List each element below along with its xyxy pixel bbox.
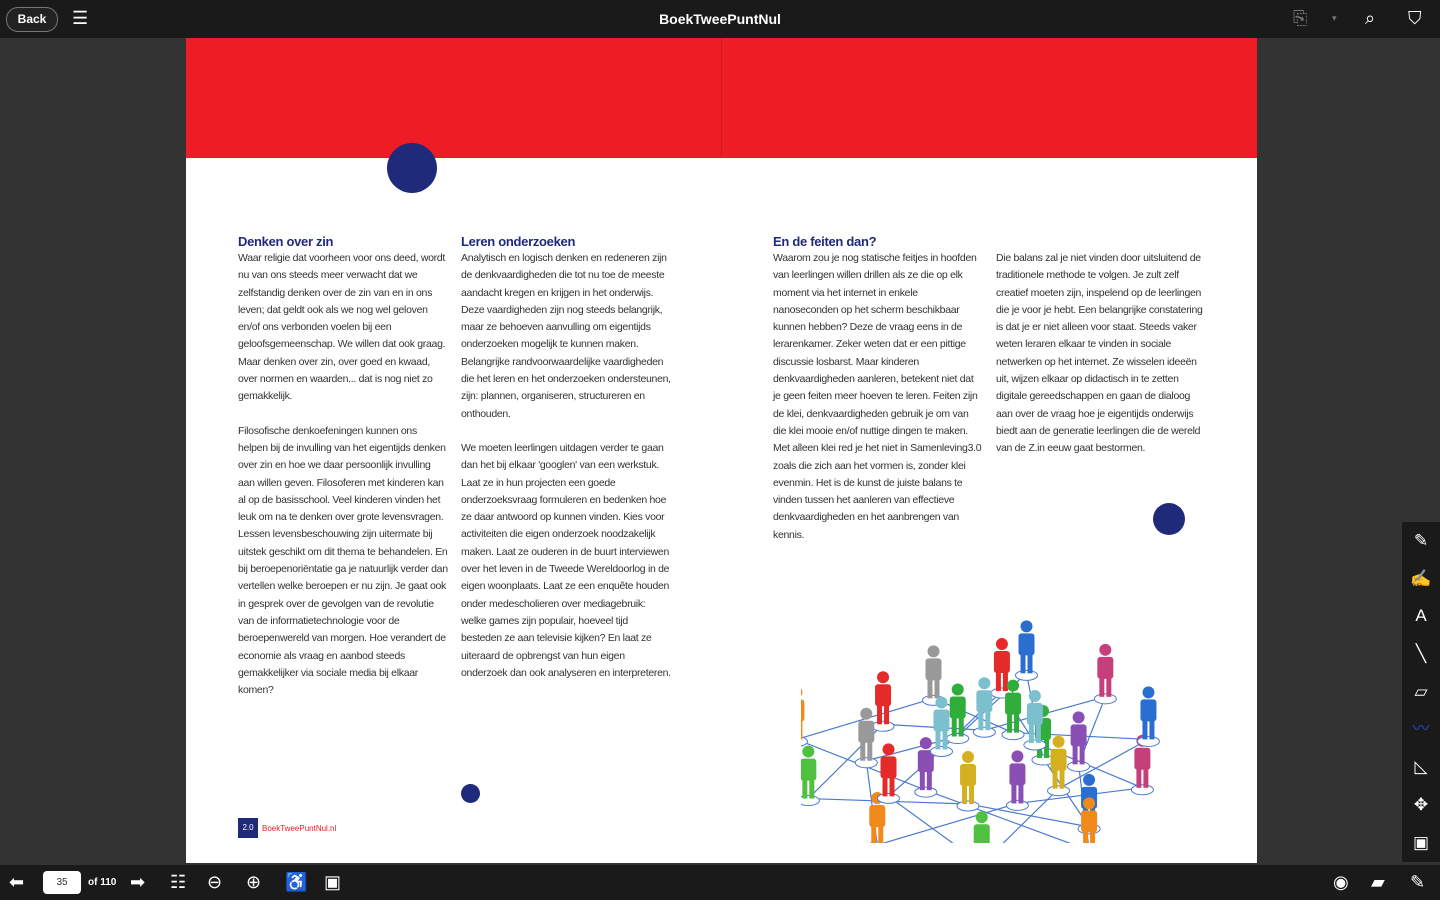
inbox-icon[interactable]: ▣ [324,872,342,892]
accessibility-icon[interactable]: ♿ [285,872,308,892]
people-network-illustration [801,573,1181,843]
view-icon[interactable]: ◉ [1333,872,1349,892]
zoom-in-icon[interactable]: ⊕ [246,872,262,892]
person-figure [923,645,945,705]
network-link [1017,788,1142,804]
network-link [877,803,1017,843]
pencil-icon[interactable]: ✎ [1413,531,1429,550]
person-figure [1094,644,1116,704]
bookmark-icon[interactable]: ⛉ [1408,8,1422,28]
column-heading: Leren onderzoeken [461,234,576,249]
person-figure [957,751,979,811]
move-icon[interactable]: ✥ [1413,794,1429,814]
paragraph: Filosofische denkoefeningen kunnen ons helpen bij de invulling van het eigentijds denken over zin en hoe we daar persoonlijk invulling aan willen geven. Filosoferen met kinderen kan al op de basisschool. Veel kinderen vinden het leuk om na te denken over grote levensvragen. Lessen levensbeschouwing zijn uitermate bij uitstek geschikt om dit thema te behandelen. En bij beroepenoriëntatie ga je natuurlijk verder dan vertellen welke beroepen er nu zijn. Je gaat ook in gesprek over de gevolgen van de revolutie van de informatietechnologie voor de beroepenwereld van morgen. Hoe verandert de economie als vraag en aanbod steeds gemakkelijker via sociale media bij elkaar komen? [238,424,448,697]
publisher-logo [238,818,336,838]
top-toolbar [0,0,1440,38]
paragraph: Analytisch en logisch denken en redeneren zijn de denkvaardigheden die tot nu toe de meeste aandacht kregen en krijgen in het onderwijs. Deze vaardigheden zijn nog steeds belangrijk, maar ze behoeven aanvulling om eigentijds onderzoeken mogelijk te kunnen maken. Belangrijke randvoorwaardelijke vaardigheden die het leren en het onderzoeken ondersteunen, zijn: plannen, organiseren, structureren en onthouden. [461,252,671,420]
person-figure [1006,750,1028,810]
logo-mark: 2.0 [238,818,258,838]
column-1 [238,233,448,716]
person-figure [973,677,995,737]
text-tool-icon[interactable]: A [1415,606,1427,626]
book-spread [186,38,1257,863]
column-3 [773,233,983,561]
annotation-toolbar [1402,522,1440,862]
image-icon[interactable]: ▣ [1412,832,1430,852]
person-figure [1068,711,1090,771]
search-icon[interactable]: ⌕ [1365,8,1376,28]
freehand-icon[interactable]: 〰 [1412,719,1430,739]
person-figure [872,671,894,731]
translate-icon[interactable]: ⎘ [1293,8,1308,28]
person-figure [1016,620,1038,680]
zoom-out-icon[interactable]: ⊖ [207,872,223,892]
person-figure [1024,690,1046,750]
eraser-icon[interactable]: ▱ [1414,681,1428,701]
paragraph: Waar religie dat voorheen voor ons deed, wordt nu van ons steeds meer verwacht dat we zelfstandig denken over de zin van en in ons leven; dat geldt ook als we nog wel geloven en/of ons verbonden voelen bij een geloofsgemeenschap. We willen dat ook graag. Maar denken over zin, over goed en kwaad, over normen en waarden... dat is nog niet zo gemakkelijk. [238,252,446,403]
person-figure [1137,686,1159,746]
page-fold [721,38,722,158]
paragraph: Die balans zal je niet vinden door uitsluitend de traditionele methode te volgen. Je zult zelf creatief moeten zijn, inspelend op de leerlingen die je voor je hebt. Een belangrijke constatering is dat je er niet alleen voor staat. Steeds vaker weten leraren elkaar te vinden in sociale netwerken op het internet. Ze wisselen ideeën uit, wijzen elkaar op didactisch in te zetten digitale gereedschappen en gaan de dialoog aan over de vraag hoe je eigentijds onderwijs biedt aan de generatie leerlingen die de wereld van de Z.in eeuw gaat bestormen. [996,252,1203,455]
app-title: BoekTweePuntNul [659,11,781,27]
column-4 [996,250,1206,475]
person-figure [915,737,937,797]
bottom-toolbar [0,865,1440,900]
edit-icon[interactable]: ✎ [1410,872,1426,892]
next-page-icon[interactable]: ➡ [130,872,146,892]
ruler-icon[interactable]: ◺ [1414,757,1428,777]
line-icon[interactable]: ╲ [1415,644,1427,664]
column-heading: Denken over zin [238,234,334,249]
person-figure [1048,736,1070,796]
decor-dot [1153,503,1185,535]
logo-text: BoekTweePuntNul.nl [262,823,337,833]
page-total: of 110 [88,877,117,888]
person-figure [801,686,807,746]
column-2 [461,233,671,699]
dropdown-icon[interactable]: ▾ [1332,13,1337,23]
highlighter-icon[interactable]: ✍ [1410,568,1432,588]
menu-icon[interactable]: ☰ [72,8,89,28]
decor-dot [461,784,480,803]
page-number-input[interactable]: 35 [43,871,81,894]
table-of-contents-icon[interactable]: ☷ [170,872,187,892]
back-button[interactable]: Back [6,7,58,32]
decor-dot [387,143,437,193]
prev-page-icon[interactable]: ⬅ [9,872,25,892]
folder-icon[interactable]: ▰ [1371,872,1385,892]
person-figure [947,683,969,743]
column-heading: En de feiten dan? [773,234,877,249]
person-figure [801,746,819,806]
paragraph: We moeten leerlingen uitdagen verder te gaan dan het bij elkaar 'googlen' van een werkstuk. Laat ze in hun projecten een goede onderzoeksvraag formuleren en bedenken hoe ze daar antwoord op kunnen vinden. Kies voor activiteiten die eigen onderzoek noodzakelijk maken. Laat ze ouderen in de buurt interviewen over het leven in de Tweede Wereldoorlog in de eigen woonplaats. Laat ze een enquête houden onder medescholieren over mediagebruik: welke games zijn populair, hoeveel tijd besteden ze aan televisie kijken? En laat ze uiteraard de opbrengst van hun eigen onderzoek dan ook analyseren en interpreteren. [461,441,671,679]
paragraph: Waarom zou je nog statische feitjes in hoofden van leerlingen willen drillen als ze die op elk moment via het internet in enkele nanoseconden op het scherm beschikbaar kunnen hebben? Deze de vraag eens in de lerarenkamer. Zeker weten dat er een pittige discussie losbarst. Maar kinderen denkvaardigheden aanleren, betekent niet dat je geen feiten meer hoeven te leren. Feiten zijn de klei, denkvaardigheden gebruik je om van die klei mooie en/of nuttige dingen te maken. Met alleen klei red je het niet in Samenleving3.0 zoals die zich aan het vormen is, zonder klei evenmin. Het is de kunst de juiste balans te vinden tussen het aanleren van effectieve denkvaardigheden en het aanbrengen van kennis. [773,252,982,541]
